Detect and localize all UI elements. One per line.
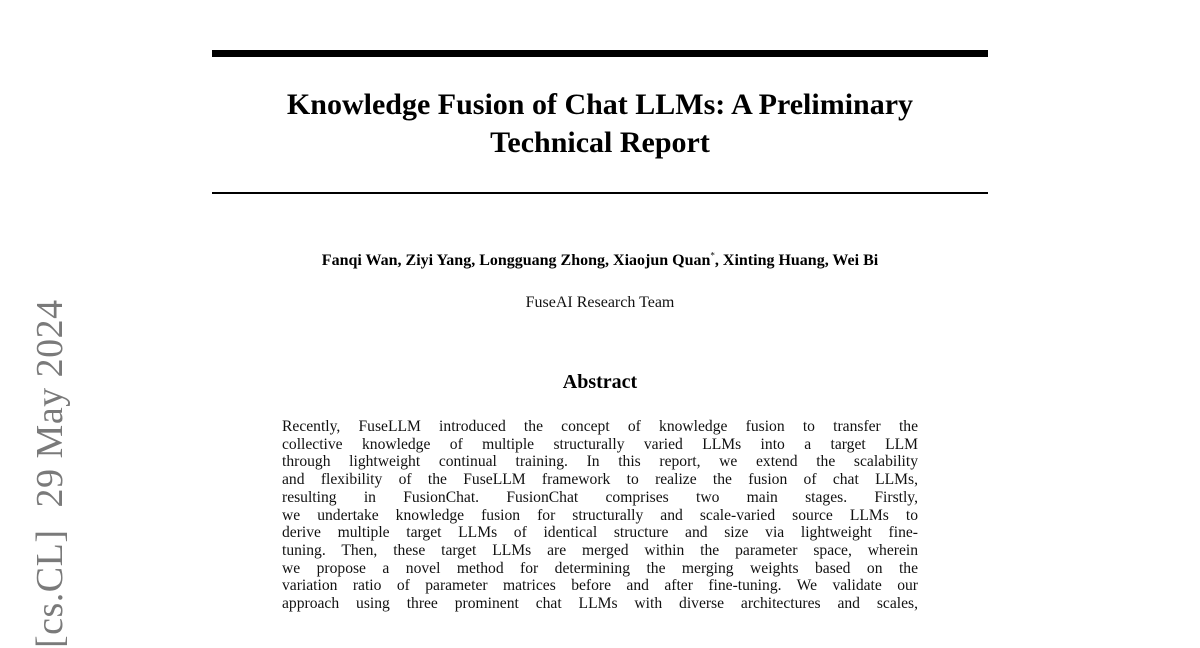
abstract-line-7: derive multiple target LLMs of identical structure and size via lightweight fine- bbox=[282, 524, 918, 542]
authors-first: Fanqi Wan, Ziyi Yang, Longguang Zhong, Xiaojun Quan bbox=[321, 252, 711, 269]
abstract-line-10: variation ratio of parameter matrices before and after fine-tuning. We validate our bbox=[282, 577, 918, 595]
paper-title bbox=[212, 86, 988, 162]
top-rule bbox=[212, 50, 988, 57]
affiliation: FuseAI Research Team bbox=[525, 294, 675, 311]
abstract-line-2: collective knowledge of multiple structurally varied LLMs into a target LLM bbox=[282, 435, 918, 453]
abstract-heading: Abstract bbox=[562, 371, 638, 393]
title-line-1: Knowledge Fusion of Chat LLMs: A Preliminary bbox=[286, 88, 914, 121]
title-line-2: Technical Report bbox=[490, 126, 710, 159]
authors-rest: , Xinting Huang, Wei Bi bbox=[714, 252, 879, 269]
abstract-line-1: Recently, FuseLLM introduced the concept of knowledge fusion to transfer the bbox=[282, 418, 918, 435]
arxiv-side-stamp bbox=[28, 288, 72, 648]
abstract-line-11: approach using three prominent chat LLMs with diverse architectures and scales, bbox=[282, 595, 918, 613]
abstract-line-9: we propose a novel method for determining the merging weights based on the bbox=[282, 559, 918, 577]
arxiv-category: [cs.CL] bbox=[29, 529, 71, 648]
abstract-body bbox=[282, 418, 918, 648]
abstract-line-3: through lightweight continual training. In this report, we extend the scalability bbox=[282, 453, 918, 471]
abstract-line-5: resulting in FusionChat. FusionChat comprises two main stages. Firstly, bbox=[282, 488, 918, 506]
abstract-line-8: tuning. Then, these target LLMs are merged within the parameter space, wherein bbox=[282, 541, 918, 559]
corresponding-author-mark: * bbox=[710, 250, 715, 261]
author-list bbox=[212, 251, 988, 271]
arxiv-date: 29 May 2024 bbox=[29, 299, 71, 508]
title-rule bbox=[212, 192, 988, 194]
abstract-line-4: and flexibility of the FuseLLM framework to realize the fusion of chat LLMs, bbox=[282, 471, 918, 489]
abstract-line-6: we undertake knowledge fusion for structurally and scale-varied source LLMs to bbox=[282, 506, 918, 524]
